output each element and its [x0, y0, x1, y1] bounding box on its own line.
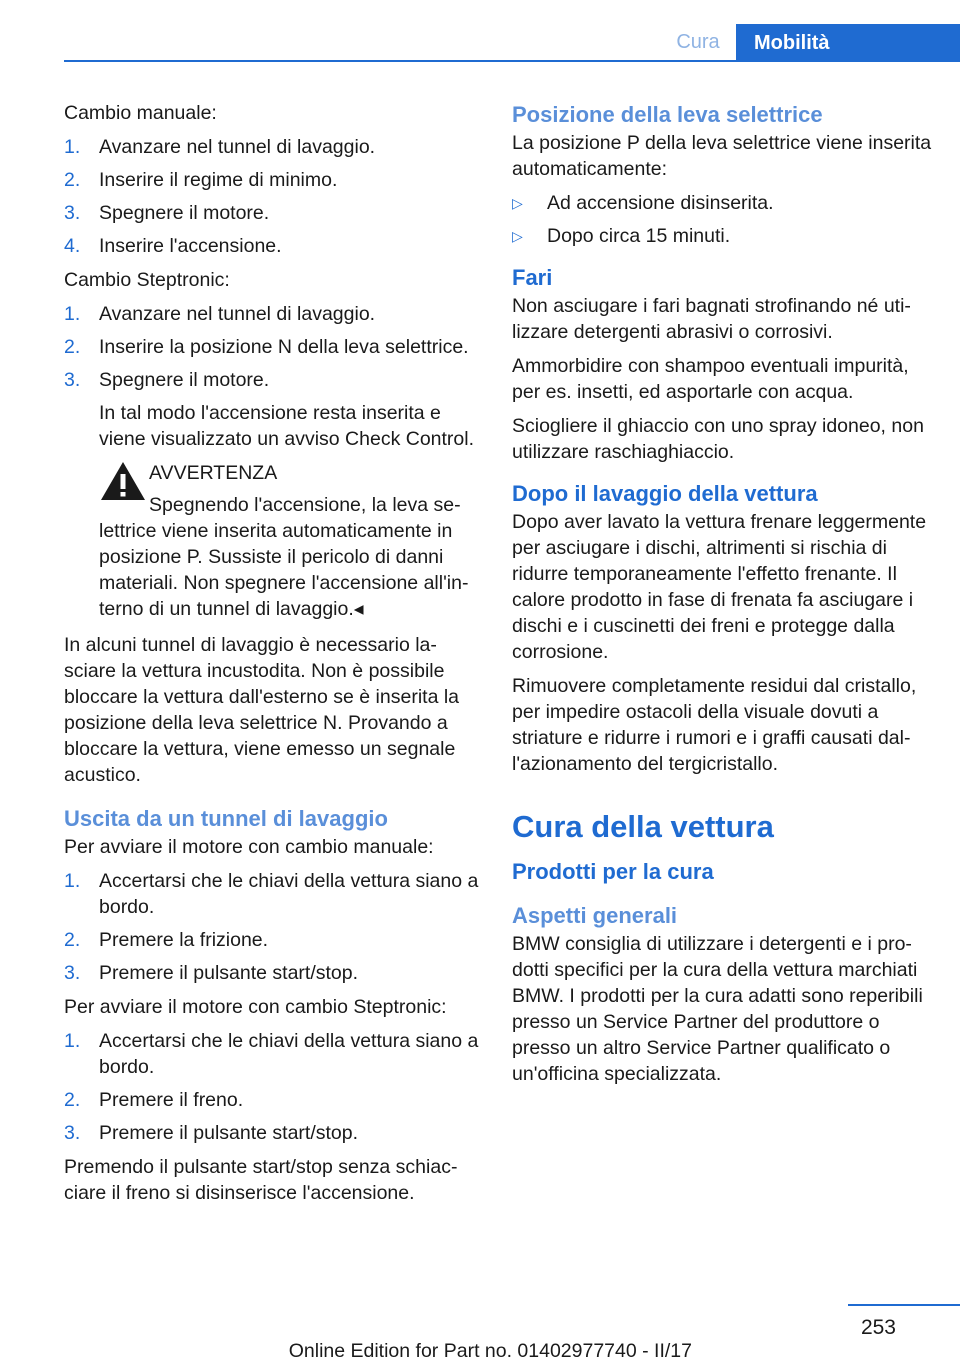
page-header [0, 0, 960, 62]
warning-triangle-icon [99, 460, 147, 502]
list-item-note: In tal modo l'accensione resta inserita e viene visualizzato un avviso Check Control. [99, 402, 475, 450]
list-item: 2. Premere la frizione. [64, 929, 269, 951]
manual-title: Cambio manuale: [64, 102, 217, 124]
triangle-bullet-icon: ▷ [512, 228, 523, 244]
tab-mobilita[interactable]: Mobilità [736, 24, 960, 62]
fari-paragraph-3: Sciogliere il ghiaccio con uno spray idoneo, non utilizzare raschiaghiaccio. [512, 415, 924, 463]
list-item: 2. Premere il freno. [64, 1089, 244, 1111]
steptronic-title: Cambio Steptronic: [64, 269, 230, 291]
manual-steps-list [64, 134, 480, 259]
fari-paragraph-1: Non asciugare i fari bagnati strofinando né utilizzare detergenti abrasivi o corrosivi. [512, 295, 911, 343]
list-item: 2. Inserire la posizione N della leva selettrice. [64, 336, 469, 358]
care-heading: Cura della vettura [512, 809, 774, 844]
warning-title: AVVERTENZA [149, 462, 278, 484]
unattended-paragraph: In alcuni tunnel di lavaggio è necessario lasciare la vettura incustodita. Non è possibile bloccare la vettura dall'esterno se è inserita la posizione della leva selettrice N. Provando a bloccare la vettura, viene emesso un segnale acustico. [64, 634, 460, 786]
exit-manual-steps-list [64, 868, 480, 986]
list-item: 3. Premere il pulsante start/stop. [64, 1122, 359, 1144]
triangle-bullet-icon: ▷ [512, 195, 523, 211]
general-heading: Aspetti generali [512, 903, 678, 928]
exit-heading: Uscita da un tunnel di lavaggio [64, 806, 388, 831]
final-paragraph: Premendo il pulsante start/stop senza schiacciare il freno si disinserisce l'accensione. [64, 1156, 458, 1204]
footer-rule [848, 1304, 960, 1306]
selector-paragraph: La posizione P della leva selettrice viene inserita automaticamente: [512, 132, 932, 180]
page-number: 253 [860, 1316, 896, 1339]
list-item: 3. Spegnere il motore. [64, 202, 270, 224]
list-item: ▷ Ad accensione disinserita. [512, 192, 774, 214]
list-item: 4. Inserire l'accensione. [64, 235, 282, 257]
products-heading: Prodotti per la cura [512, 859, 714, 884]
header-rule [64, 60, 960, 62]
fari-paragraph-2: Ammorbidire con shampoo eventuali impurità, per es. insetti, ed asportarle con acqua. [512, 355, 909, 403]
general-paragraph: BMW consiglia di utilizzare i detergenti e i prodotti specifici per la cura della vettura marchiati BMW. I prodotti per la cura adatti sono reperibili presso un Service Partner del produttore o presso un altro Service Partner qualificato o un'officina specializzata. [512, 933, 923, 1085]
list-item: 3. Premere il pulsante start/stop. [64, 962, 359, 984]
warning-body: Spegnendo l'accensione, la leva selettrice viene inserita automaticamente in posizione P. Sussiste il pericolo di danni materiali. Non spegnere l'accensione all'interno di un tunnel di lavaggio.◂ [99, 494, 469, 620]
list-item: 1. Avanzare nel tunnel di lavaggio. [64, 136, 376, 158]
list-item: 1. Avanzare nel tunnel di lavaggio. [64, 303, 376, 325]
exit-manual-intro: Per avviare il motore con cambio manuale: [64, 836, 434, 858]
exit-steptronic-intro: Per avviare il motore con cambio Steptronic: [64, 996, 447, 1018]
list-item: 3. Spegnere il motore. In tal modo l'accensione resta inserita e viene visualizzato un avviso Check Control. [64, 367, 480, 452]
list-item: 1. Accertarsi che le chiavi della vettura siano a bordo. [64, 1030, 479, 1078]
warning-box [99, 460, 480, 622]
after-wash-paragraph-2: Rimuovere completamente residui dal cristallo, per impedire ostacoli della visuale dovuti a striature e ridurre i rumori e i graffi causati dall'azionamento del tergicristallo. [512, 675, 917, 775]
after-wash-paragraph-1: Dopo aver lavato la vettura frenare leggermente per asciugare i dischi, altrimenti si rischia di ridurre temporaneamente l'effetto frenante. Il calore prodotto in fase di frenata fa asciugare i dischi e i cuscinetti dei freni e protegge dalla corrosione. [512, 511, 927, 663]
right-column [512, 100, 932, 1095]
list-item: 2. Inserire il regime di minimo. [64, 169, 338, 191]
list-item: ▷ Dopo circa 15 minuti. [512, 225, 731, 247]
tab-cura[interactable]: Cura [676, 31, 720, 53]
list-item: 1. Accertarsi che le chiavi della vettura siano a bordo. [64, 870, 479, 918]
selector-heading: Posizione della leva selettrice [512, 102, 823, 127]
page-footer [0, 1300, 960, 1362]
fari-heading: Fari [512, 265, 553, 290]
selector-bullets-list [512, 190, 932, 249]
edition-text: Online Edition for Part no. 01402977740 - II/17 [288, 1340, 692, 1362]
steptronic-steps-list [64, 301, 480, 452]
left-column [64, 100, 480, 1214]
after-wash-heading: Dopo il lavaggio della vettura [512, 481, 818, 506]
exit-steptronic-steps-list [64, 1028, 480, 1146]
